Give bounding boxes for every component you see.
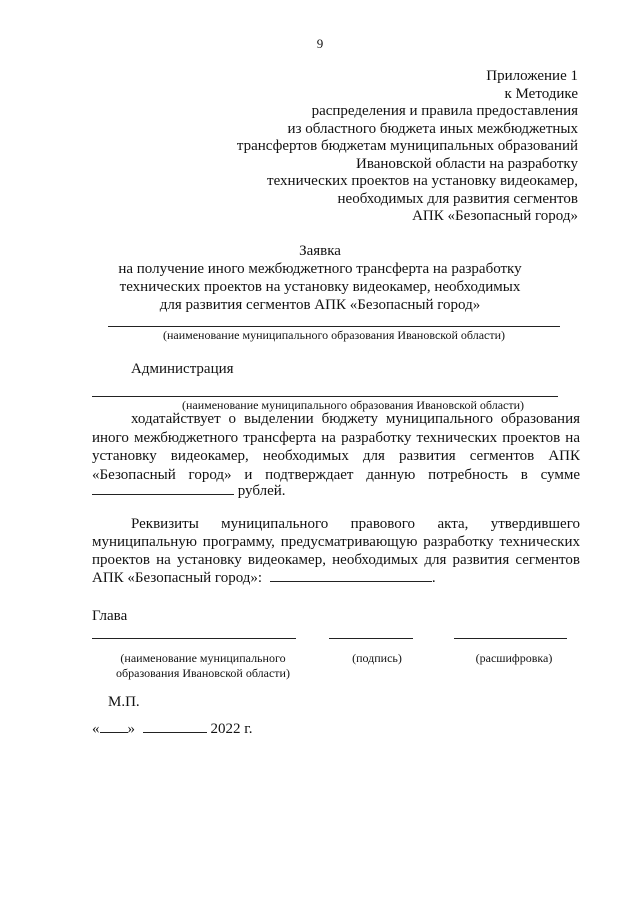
date-close-quote: » — [127, 721, 135, 737]
appendix-line: из областного бюджета иных межбюджетных — [287, 120, 578, 137]
appendix-line: трансфертов бюджетам муниципальных образований — [236, 138, 578, 154]
appendix-line: необходимых для развития сегментов — [337, 190, 578, 207]
appendix-line: АПК «Безопасный город» — [412, 208, 578, 224]
appendix-line: Ивановской области на разработку — [356, 155, 578, 172]
head-label: Глава — [92, 608, 128, 624]
title-line: на получение иного межбюджетного трансферта на разработку — [118, 261, 522, 277]
petition-line: ходатайствует о выделении бюджету муниципального образования — [131, 411, 580, 427]
date-row — [92, 720, 252, 738]
currency-label: рублей. — [237, 483, 286, 499]
date-year: 2022 г. — [210, 721, 253, 737]
administration-label: Администрация — [131, 361, 234, 377]
title-heading: Заявка — [299, 243, 341, 259]
page-number: 9 — [316, 36, 324, 51]
head-name-line[interactable] — [92, 638, 296, 639]
requisites-line: проектов на установку видеокамер, необходимых для развития сегментов — [92, 552, 580, 568]
amount-row — [92, 482, 286, 500]
requisites-line: Реквизиты муниципального правового акта, утвердившего — [131, 516, 580, 532]
head-name-caption — [92, 651, 314, 681]
date-day-field[interactable] — [100, 720, 128, 733]
amount-field[interactable] — [92, 482, 234, 495]
document-title — [0, 242, 640, 314]
requisites-last-row — [92, 569, 436, 587]
appendix-header — [237, 68, 578, 226]
requisites-last-line: АПК «Безопасный город»: — [92, 570, 263, 586]
decode-line[interactable] — [454, 638, 567, 639]
appendix-line: распределения и правила предоставления — [311, 103, 578, 119]
petition-line: иного межбюджетного трансферта на разработку технических проектов на — [92, 430, 580, 446]
municipality-caption-1: (наименование муниципального образования Ивановской области) — [162, 328, 506, 342]
municipality-name-line-1 — [108, 326, 560, 327]
municipality-name-line-2 — [92, 396, 558, 397]
signature-line[interactable] — [329, 638, 413, 639]
legal-act-field[interactable] — [270, 569, 432, 582]
petition-line: «Безопасный город» и подтверждает данную потребность в сумме — [92, 467, 580, 483]
head-name-caption-line: (наименование муниципального — [120, 651, 286, 665]
date-month-field[interactable] — [143, 720, 207, 733]
requisites-line: муниципальную программу, предусматривающую разработку технических — [92, 534, 580, 550]
appendix-line: к Методике — [504, 85, 578, 102]
date-open-quote: « — [92, 721, 100, 737]
title-line: для развития сегментов АПК «Безопасный город» — [159, 297, 481, 313]
municipality-caption-2: (наименование муниципального образования Ивановской области) — [181, 398, 525, 412]
appendix-line: Приложение 1 — [486, 68, 578, 84]
requisites-end-mark: . — [431, 570, 436, 586]
seal-label: М.П. — [108, 694, 140, 710]
signature-caption: (подпись) — [352, 651, 402, 665]
decode-caption: (расшифровка) — [475, 651, 553, 665]
appendix-line: технических проектов на установку видеокамер, — [267, 173, 578, 189]
head-name-caption-line: образования Ивановской области) — [116, 666, 290, 680]
petition-line: установку видеокамер, необходимых для развития сегментов АПК — [92, 448, 580, 464]
title-line: технических проектов на установку видеокамер, необходимых — [119, 279, 521, 295]
